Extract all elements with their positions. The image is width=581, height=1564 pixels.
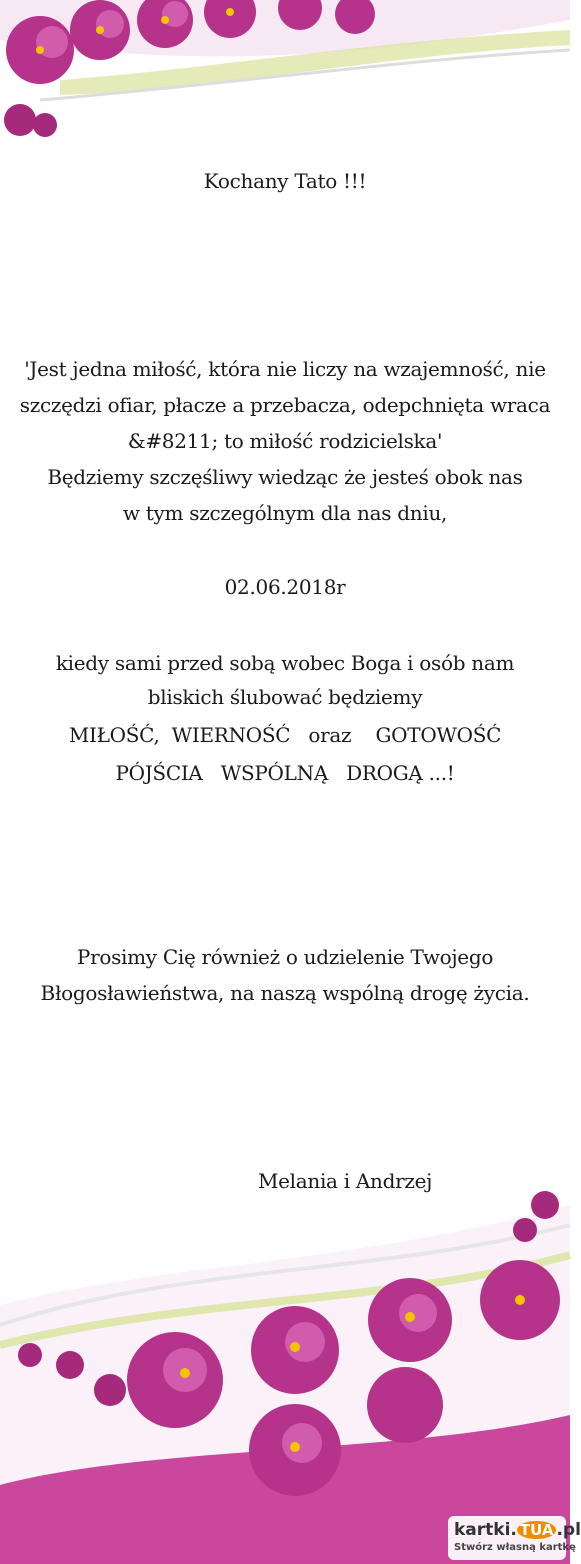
logo-tagline: Stwórz własną kartkę (454, 1542, 576, 1553)
body-line: w tym szczególnym dla nas dniu, (122, 501, 448, 525)
body-line: MIŁOŚĆ, WIERNOŚĆ oraz GOTOWOŚĆ (68, 723, 502, 747)
signature: Melania i Andrzej (257, 1169, 433, 1193)
body-line: Błogosławieństwa, na naszą wspólną drogę życia. (40, 981, 530, 1005)
body-line: kiedy sami przed sobą wobec Boga i osób nam (55, 651, 515, 675)
body-line: Będziemy szczęśliwy wiedząc że jesteś obok nas (47, 465, 523, 489)
body-line: 'Jest jedna miłość, która nie liczy na wzajemność, nie (24, 357, 546, 381)
body-line: bliskich ślubować będziemy (147, 685, 423, 709)
event-date: 02.06.2018r (224, 575, 346, 599)
greeting-title: Kochany Tato !!! (203, 169, 367, 193)
body-line: &#8211; to miłość rodzicielska' (127, 429, 443, 453)
logo-prefix: kartki. (454, 1520, 517, 1540)
logo-suffix: .pl (556, 1520, 581, 1540)
top-flower-decoration (0, 0, 570, 190)
body-line: Prosimy Cię również o udzielenie Twojego (76, 945, 494, 969)
body-line: PÓJŚCIA WSPÓLNĄ DROGĄ ...! (115, 761, 455, 785)
logo-brand: TUA (517, 1521, 557, 1539)
kartki-tua-logo[interactable] (448, 1516, 581, 1560)
bottom-flower-decoration (0, 1185, 570, 1564)
body-line: szczędzi ofiar, płacze a przebacza, odepchnięta wraca (19, 393, 551, 417)
